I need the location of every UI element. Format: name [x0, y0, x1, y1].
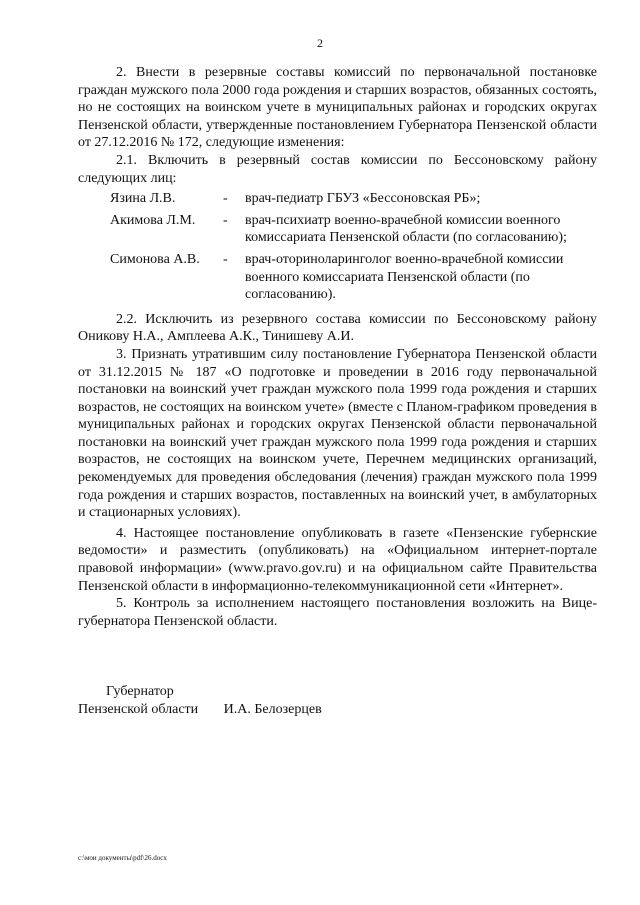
signature-line2: [78, 701, 322, 719]
person-dash: -: [223, 191, 228, 207]
paragraph-5: 5. Контроль за исполнением настоящего постановления возложить на Вице-губернатора Пензенской области.: [78, 596, 597, 629]
paragraph-2-2: 2.2. Исключить из резервного состава комиссии по Бессоновскому району Оникову Н.А., Амплеева А.К., Тинишеву А.И.: [78, 311, 597, 345]
person-dash: -: [223, 251, 228, 267]
paragraph-4: 4. Настоящее постановление опубликовать в газете «Пензенские губернские ведомости» и разместить (опубликовать) на «Официальном интернет-портале правовой информации» (www.pravo.gov.ru) и на официальном сайте Правительства Пензенской области в информационно-телекоммуникационной сети «Интернет».: [78, 525, 597, 594]
person-name: Язина Л.В.: [110, 191, 176, 207]
paragraph-3: 3. Признать утратившим силу постановление Губернатора Пензенской области от 31.12.2015 № 187 «О подготовке и проведении в 2016 году первоначальной постановки на воинский учет граждан мужского пола 1999 года рождения и старших возрастов, не состоящих на воинском учете» (вместе с Планом-графиком проведения в муниципальных районах и городских округах Пензенской области первоначальной постановки на воинский учет граждан мужского пола 1999 года рождения и старших возрастов, не состоящих на воинском учете, Перечнем медицинских организаций, рекомендуемых для проведения обследования (лечения) граждан мужского пола 1999 года рождения и старших возрастов, поставленных на воинский учет, в амбулаторных и стационарных условиях).: [78, 346, 597, 521]
signature-title-line1: Губернатор: [106, 684, 174, 699]
signature-block: [78, 683, 322, 719]
person-row: [110, 190, 597, 212]
document-body: [78, 64, 597, 630]
footer-file-path: c:\мои документы\pdf\26.docx: [78, 854, 167, 862]
signature-name: И.А. Белозерцев: [223, 702, 322, 717]
person-name: Симонова А.В.: [110, 251, 200, 267]
paragraph-2: 2. Внести в резервные составы комиссий по первоначальной постановке граждан мужского пола 2000 года рождения и старших возрастов, обязанных состоять, но не состоящих на воинском учете в муниципальных районах и городских округах Пензенской области, утвержденные постановлением Губернатора Пензенской области от 27.12.2016 № 172, следующие изменения:: [78, 65, 597, 151]
signature-title-line2: Пензенской области: [78, 702, 199, 717]
person-row: [110, 251, 597, 308]
person-row: [110, 212, 597, 251]
paragraph-2-1: 2.1. Включить в резервный состав комиссии по Бессоновскому району следующих лиц:: [78, 152, 597, 186]
person-role: врач-психиатр военно-врачебной комиссии военного комиссариата Пензенской области (по согласованию);: [245, 212, 567, 246]
page-number: 2: [317, 36, 323, 50]
person-name: Акимова Л.М.: [110, 212, 196, 228]
people-list: [110, 190, 597, 308]
person-role: врач-педиатр ГБУЗ «Бессоновская РБ»;: [245, 191, 481, 207]
person-role: врач-оториноларинголог военно-врачебной комиссии военного комиссариата Пензенской области (по согласованию).: [245, 251, 564, 303]
person-dash: -: [223, 212, 228, 228]
